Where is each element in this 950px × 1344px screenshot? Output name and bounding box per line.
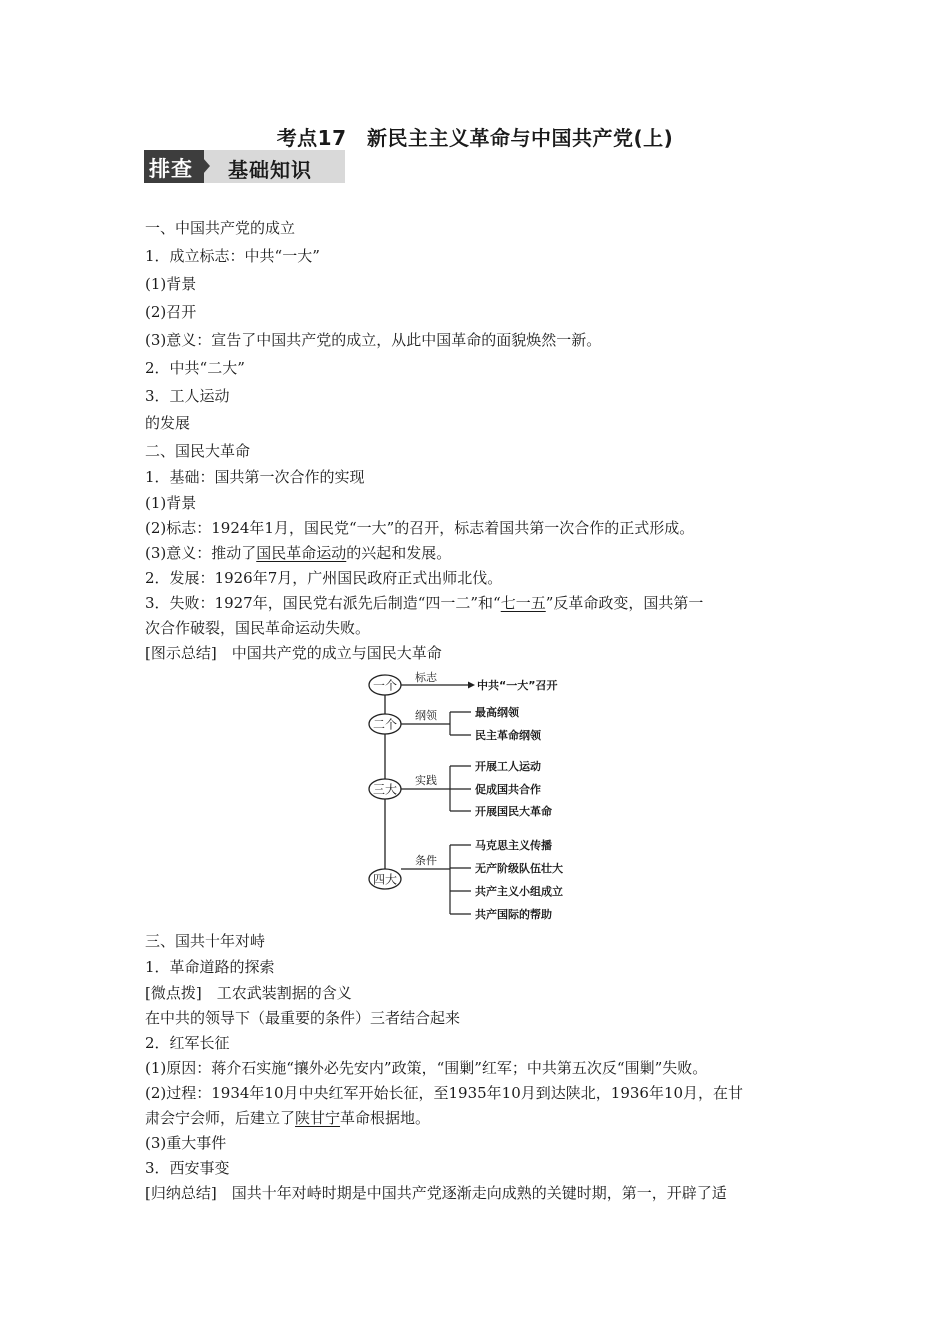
text-line: 的发展	[145, 414, 191, 432]
node-label: 三大	[372, 782, 398, 797]
text-line: 2．红军长征	[145, 1034, 230, 1052]
diagram-item: 中共“一大”召开	[477, 679, 558, 692]
group-label: 实践	[415, 774, 437, 787]
diagram-item: 开展国民大革命	[475, 805, 552, 818]
banner-text: 基础知识	[228, 158, 312, 182]
text-segment: 的兴起和发展。	[346, 544, 452, 562]
text-line: 3．工人运动	[145, 387, 230, 405]
group-label: 纲领	[415, 709, 437, 722]
group-label: 标志	[415, 671, 437, 684]
diagram-item: 最高纲领	[475, 706, 519, 719]
text-line: 1．成立标志：中共“一大”	[145, 247, 320, 265]
text-line: 1．革命道路的探索	[145, 958, 275, 976]
text-line	[145, 1108, 430, 1128]
text-line: (2)过程：1934年10月中央红军开始长征，至1935年10月到达陕北，1936年10月，在甘	[145, 1084, 744, 1102]
text-line: 在中共的领导下（最重要的条件）三者结合起来	[145, 1009, 461, 1027]
banner-tag: 排查	[149, 157, 193, 181]
diagram-node	[369, 869, 401, 889]
diagram-item: 促成国共合作	[475, 783, 541, 796]
text-segment: 肃会宁会师，后建立了	[145, 1109, 296, 1127]
text-line: [图示总结] 中国共产党的成立与国民大革命	[145, 644, 442, 662]
text-line: (3)重大事件	[145, 1134, 227, 1152]
text-line: 3．西安事变	[145, 1159, 230, 1177]
text-line: 2．中共“二大”	[145, 359, 245, 377]
diagram-item: 共产主义小组成立	[475, 885, 563, 898]
node-label: 二个	[372, 717, 398, 732]
text-line: (1)背景	[145, 494, 197, 512]
underlined-term: 陕甘宁	[295, 1109, 341, 1127]
text-line: 1．基础：国共第一次合作的实现	[145, 468, 365, 486]
banner-arrow-icon	[196, 150, 210, 182]
text-line: 2．发展：1926年7月，广州国民政府正式出师北伐。	[145, 569, 503, 587]
text-line	[145, 543, 451, 563]
text-line: [微点拨] 工农武装割据的含义	[145, 984, 352, 1002]
text-line: (3)意义：宣告了中国共产党的成立，从此中国革命的面貌焕然一新。	[145, 331, 602, 349]
diagram-item: 开展工人运动	[475, 760, 541, 773]
text-line: (2)标志：1924年1月，国民党“一大”的召开，标志着国共第一次合作的正式形成。	[145, 519, 695, 537]
page-title: 考点17 新民主主义革命与中国共产党(上)	[276, 126, 674, 150]
text-line	[145, 593, 703, 613]
arrow-head-icon	[468, 682, 475, 689]
text-segment: ”反革命政变，国共第一	[545, 594, 704, 612]
underlined-term: 国民革命运动	[256, 544, 347, 562]
text-line: (1)背景	[145, 275, 197, 293]
text-line: 二、国民大革命	[145, 442, 251, 460]
diagram-node	[369, 714, 401, 734]
text-segment: 革命根据地。	[340, 1109, 431, 1127]
text-line: (2)召开	[145, 303, 197, 321]
diagram-item: 无产阶级队伍壮大	[475, 862, 563, 875]
section-banner	[144, 150, 345, 183]
diagram-item: 民主革命纲领	[475, 729, 541, 742]
text-segment: (3)意义：推动了	[145, 544, 257, 562]
diagram-item: 共产国际的帮助	[475, 908, 552, 921]
diagram-item: 马克思主义传播	[475, 839, 552, 852]
text-line: 三、国共十年对峙	[145, 932, 266, 950]
diagram-node	[369, 779, 401, 799]
text-line: [归纳总结] 国共十年对峙时期是中国共产党逐渐走向成熟的关键时期，第一，开辟了适	[145, 1184, 727, 1202]
node-label: 四大	[372, 872, 398, 887]
node-label: 一个	[372, 678, 398, 693]
text-line: (1)原因：蒋介石实施“攘外必先安内”政策，“围剿”红军；中共第五次反“围剿”失败。	[145, 1059, 708, 1077]
text-line: 次合作破裂，国民革命运动失败。	[145, 619, 371, 637]
group-label: 条件	[415, 854, 437, 867]
text-segment: 3．失败：1927年，国民党右派先后制造“四一二”和“	[145, 594, 501, 612]
underlined-term: 七一五	[500, 594, 546, 612]
diagram-node	[369, 675, 401, 695]
summary-diagram	[360, 668, 620, 930]
text-line: 一、中国共产党的成立	[145, 219, 296, 237]
